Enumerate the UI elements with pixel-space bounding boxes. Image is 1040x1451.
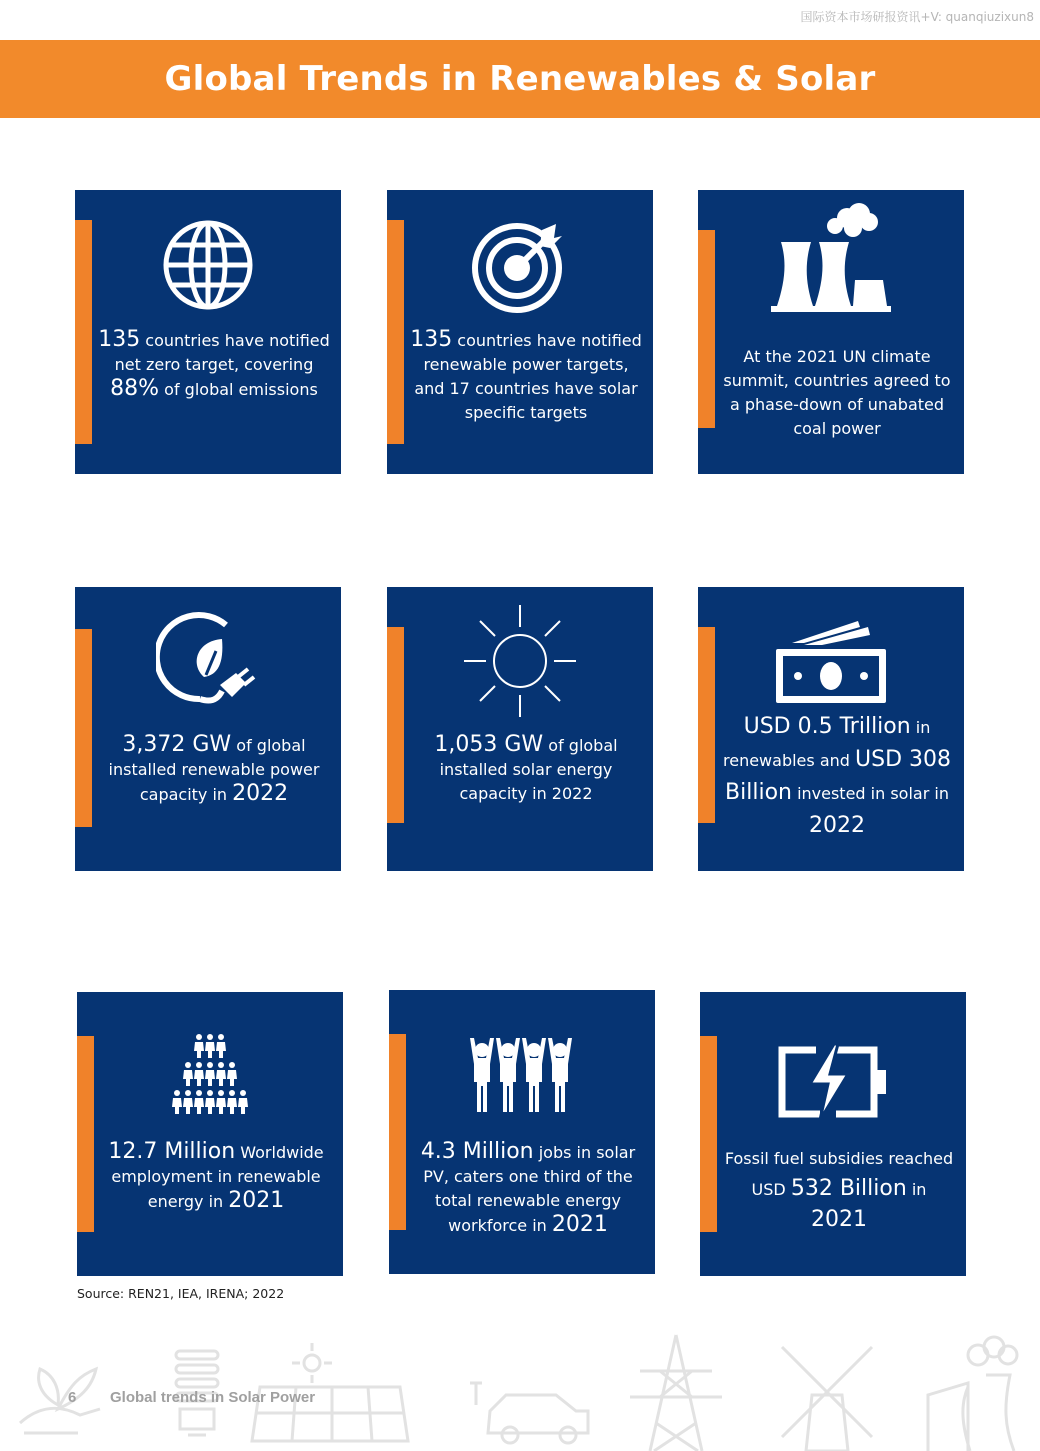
- coal-plant-icon: [698, 202, 964, 312]
- watermark: 国际资本市场研报资讯+V: quanqiuzixun8: [800, 10, 1034, 24]
- renewable-plug-icon: [75, 611, 341, 715]
- stat-highlight: USD 308 Billion: [725, 747, 951, 805]
- globe-icon: [75, 218, 341, 312]
- stat-highlight: 532 Billion: [790, 1176, 907, 1201]
- stat-run: countries have notified renewable power targets, and 17 countries have solar specific targets: [414, 331, 642, 422]
- stat-highlight: 2021: [228, 1188, 285, 1213]
- stat-highlight: 2022: [232, 781, 289, 806]
- stat-run: Worldwide employment in renewable energy in: [111, 1143, 324, 1211]
- footer-decorative-icons: [0, 1325, 1040, 1451]
- stat-highlight: 4.3 Million: [420, 1139, 534, 1164]
- stat-card-net-zero: [75, 190, 341, 474]
- stat-highlight: 2021: [811, 1207, 867, 1232]
- factory-smoke-icon: [928, 1337, 1017, 1451]
- money-icon: [698, 617, 964, 707]
- stat-text: [99, 1140, 333, 1214]
- stat-card-renewable-targets: [387, 190, 653, 474]
- sun-icon: [387, 603, 653, 719]
- stat-highlight: 135: [410, 327, 453, 352]
- page-title: Global Trends in Renewables & Solar: [164, 59, 876, 99]
- header-banner: [0, 40, 1040, 118]
- footer-title: Global trends in Solar Power: [110, 1389, 316, 1406]
- source-note: Source: REN21, IEA, IRENA; 2022: [77, 1286, 285, 1301]
- stat-card-coal: [698, 190, 964, 474]
- stat-text: [720, 345, 954, 441]
- stat-run: Fossil fuel subsidies reached USD: [724, 1149, 954, 1199]
- stat-run: in: [906, 1180, 927, 1199]
- battery-icon: [700, 1044, 966, 1120]
- stat-highlight: 2021: [551, 1212, 608, 1237]
- cheering-people-icon: [389, 1038, 655, 1112]
- target-icon: [387, 216, 653, 316]
- stat-card-employment: [77, 992, 343, 1276]
- stat-card-subsidies: [700, 992, 966, 1276]
- stat-text: [720, 711, 954, 843]
- stat-highlight: 3,372 GW: [122, 732, 232, 757]
- stat-highlight: 2022: [809, 813, 865, 838]
- stat-text: [411, 1140, 645, 1238]
- stat-run: of global installed solar energy capacity in 2022: [439, 736, 618, 803]
- stat-card-renewable-capacity: [75, 587, 341, 871]
- stat-card-investment: [698, 587, 964, 871]
- stat-text: [409, 328, 643, 425]
- stat-text: [409, 733, 643, 806]
- stat-card-solar-jobs: [389, 990, 655, 1274]
- stat-run: At the 2021 UN climate summit, countries agreed to a phase-down of unabated coal power: [723, 347, 951, 438]
- stat-run: jobs in solar PV, caters one third of the total renewable energy workforce in: [423, 1143, 636, 1235]
- stat-text: [97, 328, 331, 402]
- stat-highlight: USD 0.5 Trillion: [743, 714, 911, 739]
- electric-car-icon: [470, 1383, 588, 1443]
- stat-run: invested in solar in: [791, 784, 949, 803]
- stat-highlight: 135: [98, 327, 141, 352]
- stat-run: countries have notified net zero target, covering: [114, 331, 330, 374]
- stat-run: in renewables and: [723, 718, 931, 770]
- stat-highlight: 12.7 Million: [108, 1139, 236, 1164]
- stat-text: [722, 1144, 956, 1236]
- stat-card-solar-capacity: [387, 587, 653, 871]
- page-number: 6: [68, 1389, 77, 1406]
- stat-highlight: 1,053 GW: [434, 732, 544, 757]
- stat-text: [97, 733, 331, 807]
- stat-highlight: 88%: [110, 376, 160, 401]
- windmill-icon: [782, 1347, 872, 1451]
- transmission-tower-icon: [630, 1335, 722, 1451]
- stat-run: of global installed renewable power capacity in: [108, 736, 320, 804]
- people-crowd-icon: [77, 1030, 343, 1118]
- stat-run: of global emissions: [159, 380, 318, 399]
- seedling-hand-icon: [20, 1369, 100, 1433]
